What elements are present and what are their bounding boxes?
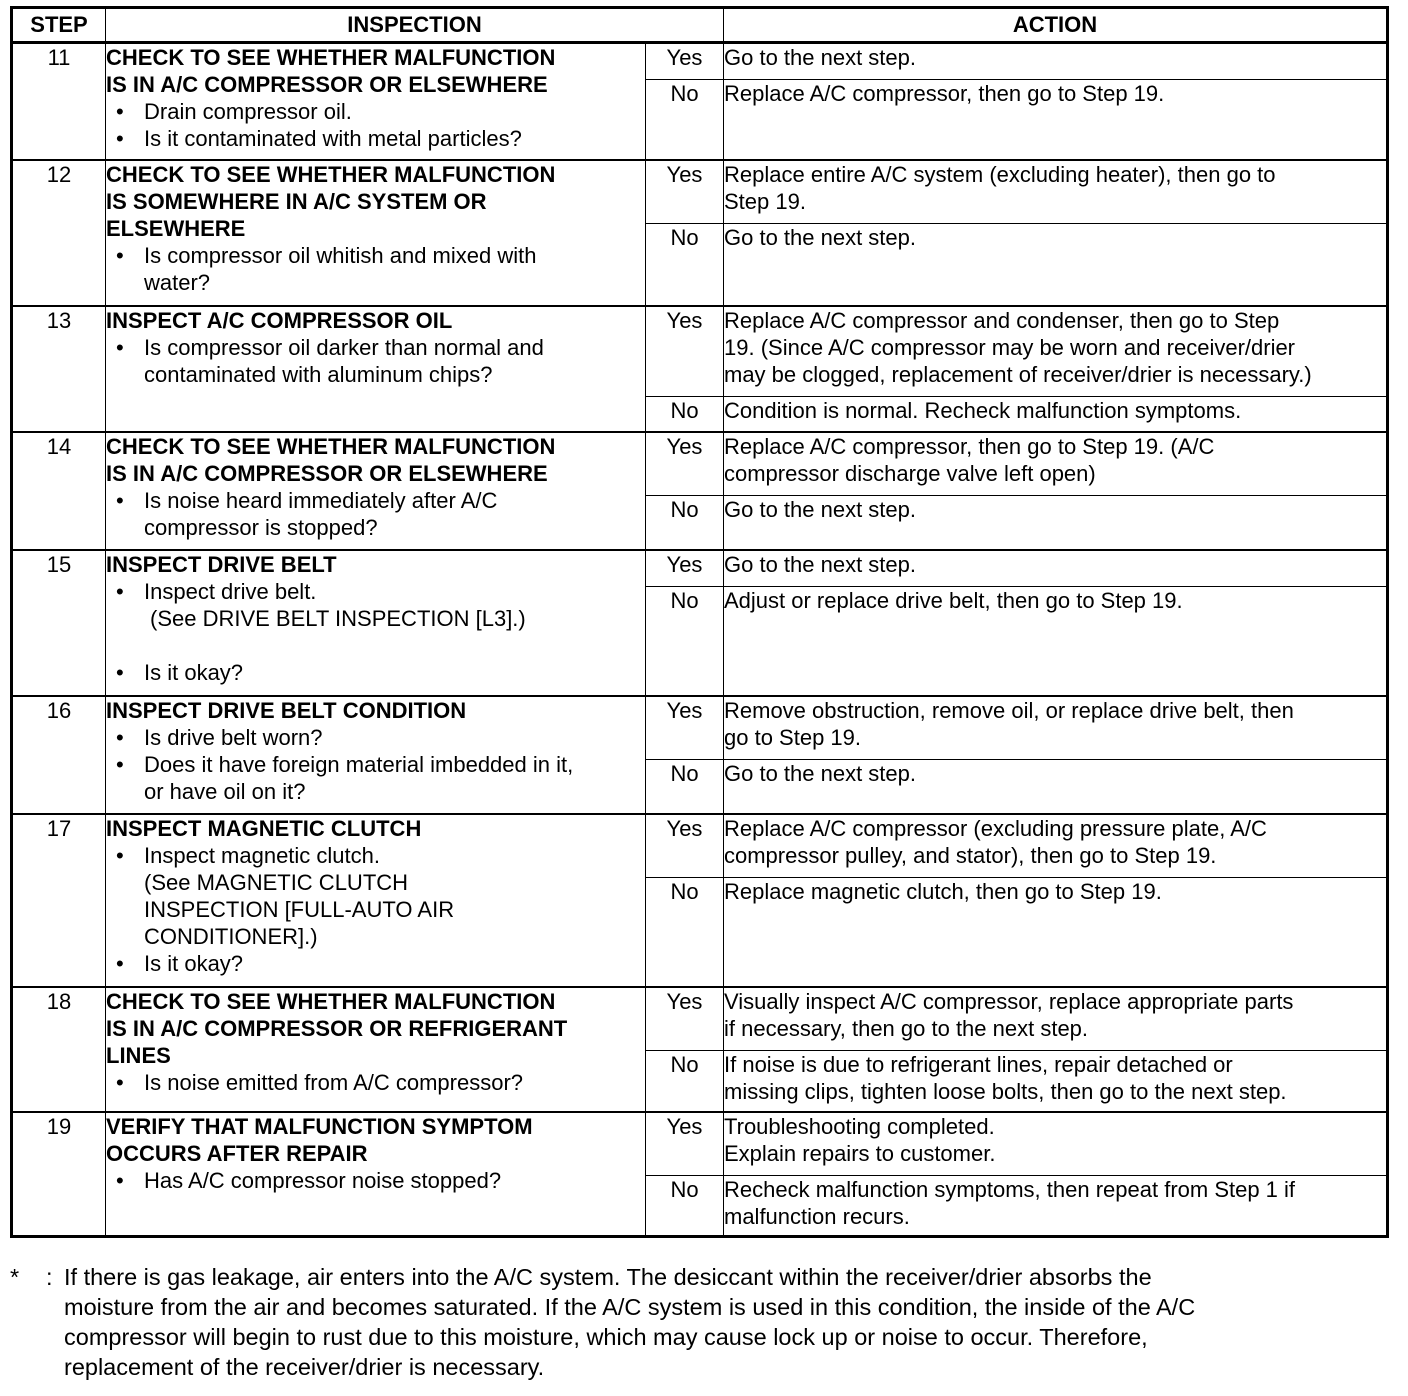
no-action bbox=[724, 760, 1388, 814]
inspection-cell bbox=[106, 432, 646, 550]
inspection-title: INSPECT DRIVE BELT bbox=[106, 551, 337, 577]
no-action bbox=[724, 80, 1388, 160]
no-action bbox=[724, 397, 1388, 432]
inspection-cell bbox=[106, 306, 646, 432]
bullet-text: Inspect drive belt. bbox=[144, 578, 317, 604]
inspection-title: ELSEWHERE bbox=[106, 215, 246, 241]
action-line: go to Step 19. bbox=[724, 724, 861, 750]
table-row bbox=[12, 160, 1388, 224]
footnote-text bbox=[64, 1262, 1388, 1382]
no-label: No bbox=[646, 587, 724, 696]
step-number: 14 bbox=[12, 432, 106, 550]
footnote-line: If there is gas leakage, air enters into the A/C system. The desiccant within the receiver/drier absorbs the bbox=[64, 1264, 1152, 1290]
footnote-asterisk: * bbox=[10, 1264, 20, 1290]
action-line: Troubleshooting completed. bbox=[724, 1113, 995, 1139]
bullet-text: INSPECTION [FULL-AUTO AIR bbox=[144, 896, 455, 922]
inspection-title: IS IN A/C COMPRESSOR OR REFRIGERANT bbox=[106, 1015, 568, 1041]
no-action bbox=[724, 1176, 1388, 1237]
footnote-line: compressor will begin to rust due to this moisture, which may cause lock up or noise to occur. Therefore, bbox=[64, 1324, 1148, 1350]
inspection-title: IS IN A/C COMPRESSOR OR ELSEWHERE bbox=[106, 72, 548, 97]
inspection-title: VERIFY THAT MALFUNCTION SYMPTOM bbox=[106, 1113, 533, 1139]
yes-action bbox=[724, 987, 1388, 1051]
no-label: No bbox=[646, 397, 724, 432]
yes-label: Yes bbox=[646, 160, 724, 224]
table-row bbox=[12, 432, 1388, 496]
inspection-bullet bbox=[106, 842, 645, 950]
table-row bbox=[12, 696, 1388, 760]
bullet-text: Inspect magnetic clutch. bbox=[144, 842, 381, 868]
inspection-title: CHECK TO SEE WHETHER MALFUNCTION bbox=[106, 45, 556, 70]
troubleshooting-document bbox=[10, 6, 1388, 1238]
inspection-title: LINES bbox=[106, 1042, 171, 1068]
action-line: Visually inspect A/C compressor, replace appropriate parts bbox=[724, 988, 1294, 1014]
no-action bbox=[724, 878, 1388, 987]
yes-action bbox=[724, 1112, 1388, 1176]
action-line: Go to the next step. bbox=[724, 497, 917, 522]
yes-label: Yes bbox=[646, 814, 724, 878]
inspection-title: INSPECT DRIVE BELT CONDITION bbox=[106, 697, 467, 723]
inspection-title: INSPECT MAGNETIC CLUTCH bbox=[106, 815, 422, 841]
troubleshooting-table bbox=[10, 6, 1389, 1238]
inspection-cell bbox=[106, 43, 646, 160]
inspection-bullet bbox=[106, 334, 645, 388]
step-number: 11 bbox=[12, 43, 106, 160]
yes-action bbox=[724, 306, 1388, 397]
action-line: Replace entire A/C system (excluding heater), then go to bbox=[724, 161, 1276, 187]
inspection-title: CHECK TO SEE WHETHER MALFUNCTION bbox=[106, 161, 556, 187]
inspection-bullet: • Has A/C compressor noise stopped? bbox=[106, 1167, 645, 1194]
inspection-title: OCCURS AFTER REPAIR bbox=[106, 1140, 368, 1166]
bullet-text: Is compressor oil darker than normal and bbox=[144, 334, 544, 360]
action-line: Explain repairs to customer. bbox=[724, 1140, 996, 1166]
action-line: Replace A/C compressor, then go to Step 19. bbox=[724, 81, 1165, 106]
inspection-cell bbox=[106, 814, 646, 987]
yes-action bbox=[724, 160, 1388, 224]
inspection-cell bbox=[106, 696, 646, 814]
inspection-bullet: • Is it contaminated with metal particles? bbox=[106, 125, 645, 152]
inspection-bullet: • Is it okay? bbox=[106, 950, 645, 977]
table-row bbox=[12, 814, 1388, 878]
bullet-text: compressor is stopped? bbox=[144, 514, 378, 540]
yes-label: Yes bbox=[646, 696, 724, 760]
yes-action bbox=[724, 550, 1388, 587]
action-line: compressor pulley, and stator), then go to Step 19. bbox=[724, 842, 1217, 868]
inspection-title: CHECK TO SEE WHETHER MALFUNCTION bbox=[106, 433, 556, 459]
step-number: 19 bbox=[12, 1112, 106, 1237]
inspection-cell bbox=[106, 987, 646, 1112]
yes-action bbox=[724, 43, 1388, 80]
no-label: No bbox=[646, 80, 724, 160]
action-line: Recheck malfunction symptoms, then repeat from Step 1 if bbox=[724, 1177, 1296, 1202]
inspection-bullet bbox=[106, 242, 645, 296]
yes-label: Yes bbox=[646, 432, 724, 496]
footnote bbox=[10, 1262, 1388, 1382]
no-action bbox=[724, 224, 1388, 306]
yes-label: Yes bbox=[646, 43, 724, 80]
action-line: malfunction recurs. bbox=[724, 1204, 910, 1229]
action-line: may be clogged, replacement of receiver/drier is necessary.) bbox=[724, 361, 1312, 387]
table-row bbox=[12, 987, 1388, 1051]
inspection-cell bbox=[106, 1112, 646, 1237]
inspection-bullet bbox=[106, 487, 645, 541]
no-label: No bbox=[646, 760, 724, 814]
step-number: 17 bbox=[12, 814, 106, 987]
action-line: Replace A/C compressor and condenser, then go to Step bbox=[724, 307, 1280, 333]
table-row bbox=[12, 1112, 1388, 1176]
table-row bbox=[12, 43, 1388, 80]
step-number: 15 bbox=[12, 550, 106, 696]
action-line: If noise is due to refrigerant lines, repair detached or bbox=[724, 1052, 1233, 1077]
bullet-text: Is compressor oil whitish and mixed with bbox=[144, 242, 537, 268]
footnote-line: moisture from the air and becomes saturated. If the A/C system is used in this condition, the inside of the A/C bbox=[64, 1294, 1196, 1320]
header-step: STEP bbox=[12, 8, 106, 43]
bullet-text: Does it have foreign material imbedded in it, bbox=[144, 751, 574, 777]
action-line: Go to the next step. bbox=[724, 45, 917, 70]
step-number: 13 bbox=[12, 306, 106, 432]
action-line: compressor discharge valve left open) bbox=[724, 460, 1096, 486]
action-line: if necessary, then go to the next step. bbox=[724, 1015, 1089, 1041]
action-line: Condition is normal. Recheck malfunction symptoms. bbox=[724, 398, 1242, 423]
bullet-text: or have oil on it? bbox=[144, 778, 306, 804]
action-line: 19. (Since A/C compressor may be worn and receiver/drier bbox=[724, 334, 1296, 360]
inspection-bullet: • Is it okay? bbox=[106, 659, 645, 686]
yes-label: Yes bbox=[646, 1112, 724, 1176]
inspection-title: CHECK TO SEE WHETHER MALFUNCTION bbox=[106, 988, 556, 1014]
inspection-bullet: • Drain compressor oil. bbox=[106, 98, 645, 125]
action-line: Remove obstruction, remove oil, or replace drive belt, then bbox=[724, 697, 1294, 723]
action-line: Step 19. bbox=[724, 188, 806, 214]
action-line: Replace A/C compressor (excluding pressure plate, A/C bbox=[724, 815, 1267, 841]
inspection-bullet bbox=[106, 751, 645, 805]
action-line: Adjust or replace drive belt, then go to Step 19. bbox=[724, 588, 1183, 613]
no-label: No bbox=[646, 224, 724, 306]
yes-action bbox=[724, 814, 1388, 878]
inspection-bullet bbox=[106, 578, 645, 632]
yes-action bbox=[724, 432, 1388, 496]
no-label: No bbox=[646, 496, 724, 550]
inspection-title: INSPECT A/C COMPRESSOR OIL bbox=[106, 307, 453, 333]
bullet-text: contaminated with aluminum chips? bbox=[144, 361, 493, 387]
table-row bbox=[12, 306, 1388, 397]
no-label: No bbox=[646, 878, 724, 987]
footnote-colon: : bbox=[46, 1264, 53, 1290]
bullet-text: Is noise heard immediately after A/C bbox=[144, 487, 498, 513]
bullet-text: (See MAGNETIC CLUTCH bbox=[144, 869, 409, 895]
action-line: Go to the next step. bbox=[724, 761, 917, 786]
inspection-cell bbox=[106, 550, 646, 696]
inspection-title: IS IN A/C COMPRESSOR OR ELSEWHERE bbox=[106, 460, 548, 486]
step-number: 16 bbox=[12, 696, 106, 814]
inspection-bullet: • Is noise emitted from A/C compressor? bbox=[106, 1069, 645, 1096]
no-action bbox=[724, 587, 1388, 696]
no-label: No bbox=[646, 1051, 724, 1112]
bullet-text: CONDITIONER].) bbox=[144, 923, 318, 949]
header-action: ACTION bbox=[724, 8, 1388, 43]
table-header-row bbox=[12, 8, 1388, 43]
action-line: Replace magnetic clutch, then go to Step 19. bbox=[724, 879, 1162, 904]
yes-label: Yes bbox=[646, 550, 724, 587]
no-label: No bbox=[646, 1176, 724, 1237]
inspection-bullet: • Is drive belt worn? bbox=[106, 724, 645, 751]
yes-label: Yes bbox=[646, 306, 724, 397]
bullet-text: water? bbox=[144, 269, 211, 295]
step-number: 12 bbox=[12, 160, 106, 306]
inspection-title: IS SOMEWHERE IN A/C SYSTEM OR bbox=[106, 188, 487, 214]
inspection-cell bbox=[106, 160, 646, 306]
yes-label: Yes bbox=[646, 987, 724, 1051]
footnote-line: replacement of the receiver/drier is necessary. bbox=[64, 1354, 545, 1380]
bullet-text: (See DRIVE BELT INSPECTION [L3].) bbox=[150, 605, 526, 631]
no-action bbox=[724, 496, 1388, 550]
no-action bbox=[724, 1051, 1388, 1112]
table-row bbox=[12, 550, 1388, 587]
header-inspection: INSPECTION bbox=[106, 8, 724, 43]
action-line: Go to the next step. bbox=[724, 551, 917, 577]
step-number: 18 bbox=[12, 987, 106, 1112]
action-line: Replace A/C compressor, then go to Step 19. (A/C bbox=[724, 433, 1215, 459]
action-line: Go to the next step. bbox=[724, 225, 917, 250]
yes-action bbox=[724, 696, 1388, 760]
action-line: missing clips, tighten loose bolts, then go to the next step. bbox=[724, 1079, 1287, 1104]
